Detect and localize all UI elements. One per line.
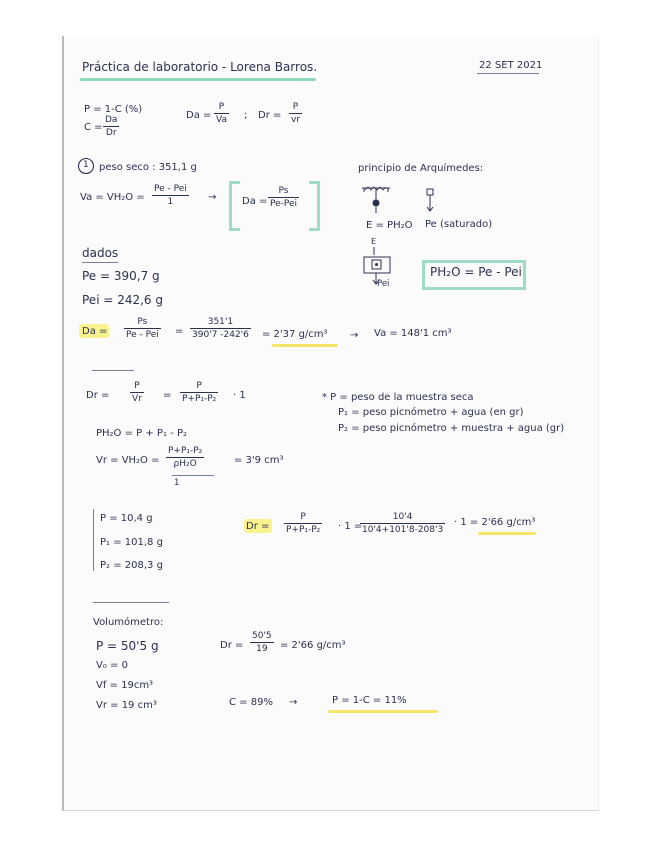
vol-dr-den: 19 — [256, 644, 268, 655]
dr-f1-num: P — [134, 381, 140, 391]
va-num: Pe - Pei — [154, 184, 187, 194]
bracket-da-lhs: Da = — [242, 196, 268, 207]
da-num: P — [218, 102, 225, 112]
vr-den-bar — [172, 475, 214, 476]
principio-arquimedes: principio de Arquímedes: — [358, 163, 484, 174]
legend-p1: P₁ = peso picnómetro + agua (en gr) — [338, 407, 524, 418]
va-result: Va = 148'1 cm³ — [374, 328, 452, 339]
c-arrow: → — [289, 697, 298, 708]
vr-result: = 3'9 cm³ — [234, 455, 284, 466]
vol-dr-fraction — [250, 631, 274, 655]
vr-num: P+P₁-P₂ — [168, 446, 203, 456]
bracket-da-den: Pe-Pei — [270, 199, 298, 210]
da-definition-fraction — [214, 102, 229, 126]
va-arrow: → — [208, 192, 217, 203]
dr-den: vr — [291, 115, 301, 126]
vol-vr: Vr = 19 cm³ — [96, 700, 157, 711]
vr-den-2: 1 — [174, 478, 180, 488]
dr-calc-num-1: P — [300, 512, 306, 522]
dr-calc-result: · 1 = 2'66 g/cm³ — [454, 517, 536, 528]
peso-seco: peso seco : 351,1 g — [99, 162, 197, 173]
vr-den: ρH₂O — [173, 459, 197, 470]
p-value: P = 10,4 g — [100, 513, 153, 524]
pe-saturado-label: Pe (saturado) — [425, 219, 493, 230]
dr-f2-num: P — [196, 381, 202, 391]
vol-dr-num: 50'5 — [252, 631, 272, 641]
da-calc-fraction-1 — [124, 317, 161, 341]
dr-eq: = — [163, 390, 172, 401]
ph2o-equation: PH₂O = Pe - Pei — [430, 265, 522, 279]
datos-pe: Pe = 390,7 g — [82, 269, 160, 283]
dr-fraction-1 — [130, 381, 144, 405]
scale-icon — [360, 186, 435, 216]
bracket-da-num: Ps — [278, 186, 289, 196]
e-label: E = PH₂O — [366, 220, 413, 231]
va-fraction — [152, 184, 189, 208]
vol-vf: Vf = 19cm³ — [96, 680, 154, 691]
dr-calc-fraction-2 — [360, 512, 445, 536]
legend-p: * P = peso de la muestra seca — [322, 392, 474, 403]
final-result: P = 1-C = 11% — [332, 695, 407, 706]
dr-calc-fraction-1 — [284, 512, 322, 536]
dr-f1-den: Vr — [132, 394, 142, 405]
da-calc-den-1: Pe - Pei — [126, 330, 159, 341]
pei-label: Pei — [377, 279, 390, 289]
vr-fraction — [166, 446, 204, 470]
left-bracket — [229, 181, 240, 231]
section-divider-1 — [92, 370, 134, 371]
da-calc-num-1: Ps — [137, 317, 148, 327]
da-den: Va — [216, 115, 227, 126]
da-calc-eq: = — [175, 326, 184, 337]
p2-value: P₂ = 208,3 g — [100, 560, 163, 571]
da-calc-den-2: 390'7 -242'6 — [192, 330, 249, 341]
dr-calc-den-2: 10'4+101'8-208'3 — [362, 525, 444, 536]
vol-dr-result: = 2'66 g/cm³ — [280, 640, 346, 651]
c-value: C = 89% — [229, 697, 273, 708]
vol-v0: V₀ = 0 — [96, 660, 128, 671]
vol-dr-lhs: Dr = — [220, 640, 244, 651]
page-title: Práctica de laboratorio - Lorena Barros. — [82, 60, 318, 74]
title-underline — [80, 78, 316, 81]
va-lhs: Va = VH₂O = — [80, 192, 145, 203]
dr-calc-lhs: Dr = — [246, 521, 270, 532]
p1-value: P₁ = 101,8 g — [100, 537, 163, 548]
bracket-da-fraction — [268, 186, 299, 210]
data-bracket-line — [93, 509, 94, 571]
c-definition-fraction — [103, 115, 119, 139]
legend-p2: P₂ = peso picnómetro + muestra + agua (gr) — [338, 423, 565, 434]
va-den: 1 — [167, 197, 174, 208]
page-date: 22 SET 2021 — [479, 60, 543, 71]
dr-f2-den: P+P₁-P₂ — [182, 394, 217, 405]
datos-title: dados — [82, 246, 119, 260]
datos-pei: Pei = 242,6 g — [82, 293, 163, 307]
vr-lhs: Vr = VH₂O = — [96, 455, 160, 466]
da-calc-arrow: → — [350, 330, 359, 341]
dr-mult: · 1 — [233, 390, 246, 401]
dr-num: P — [292, 102, 299, 112]
ph2o-sum: PH₂O = P + P₁ - P₂ — [96, 428, 187, 439]
definition-separator: ; — [244, 110, 248, 121]
da-calc-lhs: Da = — [82, 326, 108, 337]
p-definition: P = 1-C (%) — [84, 104, 143, 115]
da-result-underline — [272, 344, 338, 347]
section-divider-2 — [93, 602, 169, 603]
section-1-number: 1 — [83, 160, 89, 170]
datos-underline — [82, 262, 118, 263]
final-result-underline — [328, 710, 438, 713]
da-calc-fraction-2 — [190, 317, 251, 341]
dr-lhs: Dr = — [86, 390, 110, 401]
dr-calc-num-2: 10'4 — [392, 512, 413, 522]
da-definition-lhs: Da = — [186, 110, 212, 121]
volumometro-title: Volumómetro: — [93, 617, 164, 628]
date-underline — [477, 73, 539, 74]
vol-p: P = 50'5 g — [96, 639, 159, 653]
dr-definition-lhs: Dr = — [258, 110, 282, 121]
c-definition-lhs: C = — [84, 122, 103, 133]
e-top-label: E — [371, 237, 377, 246]
c-num: Da — [105, 115, 118, 125]
da-calc-result: = 2'37 g/cm³ — [262, 329, 328, 340]
dr-calc-mult: · 1 = — [338, 521, 363, 532]
dr-result-underline — [478, 532, 536, 535]
right-bracket — [309, 181, 320, 231]
da-calc-num-2: 351'1 — [207, 317, 234, 327]
c-den: Dr — [105, 128, 117, 139]
dr-definition-fraction — [289, 102, 302, 126]
dr-calc-den-1: P+P₁-P₂ — [286, 525, 321, 536]
dr-fraction-2 — [180, 381, 218, 405]
